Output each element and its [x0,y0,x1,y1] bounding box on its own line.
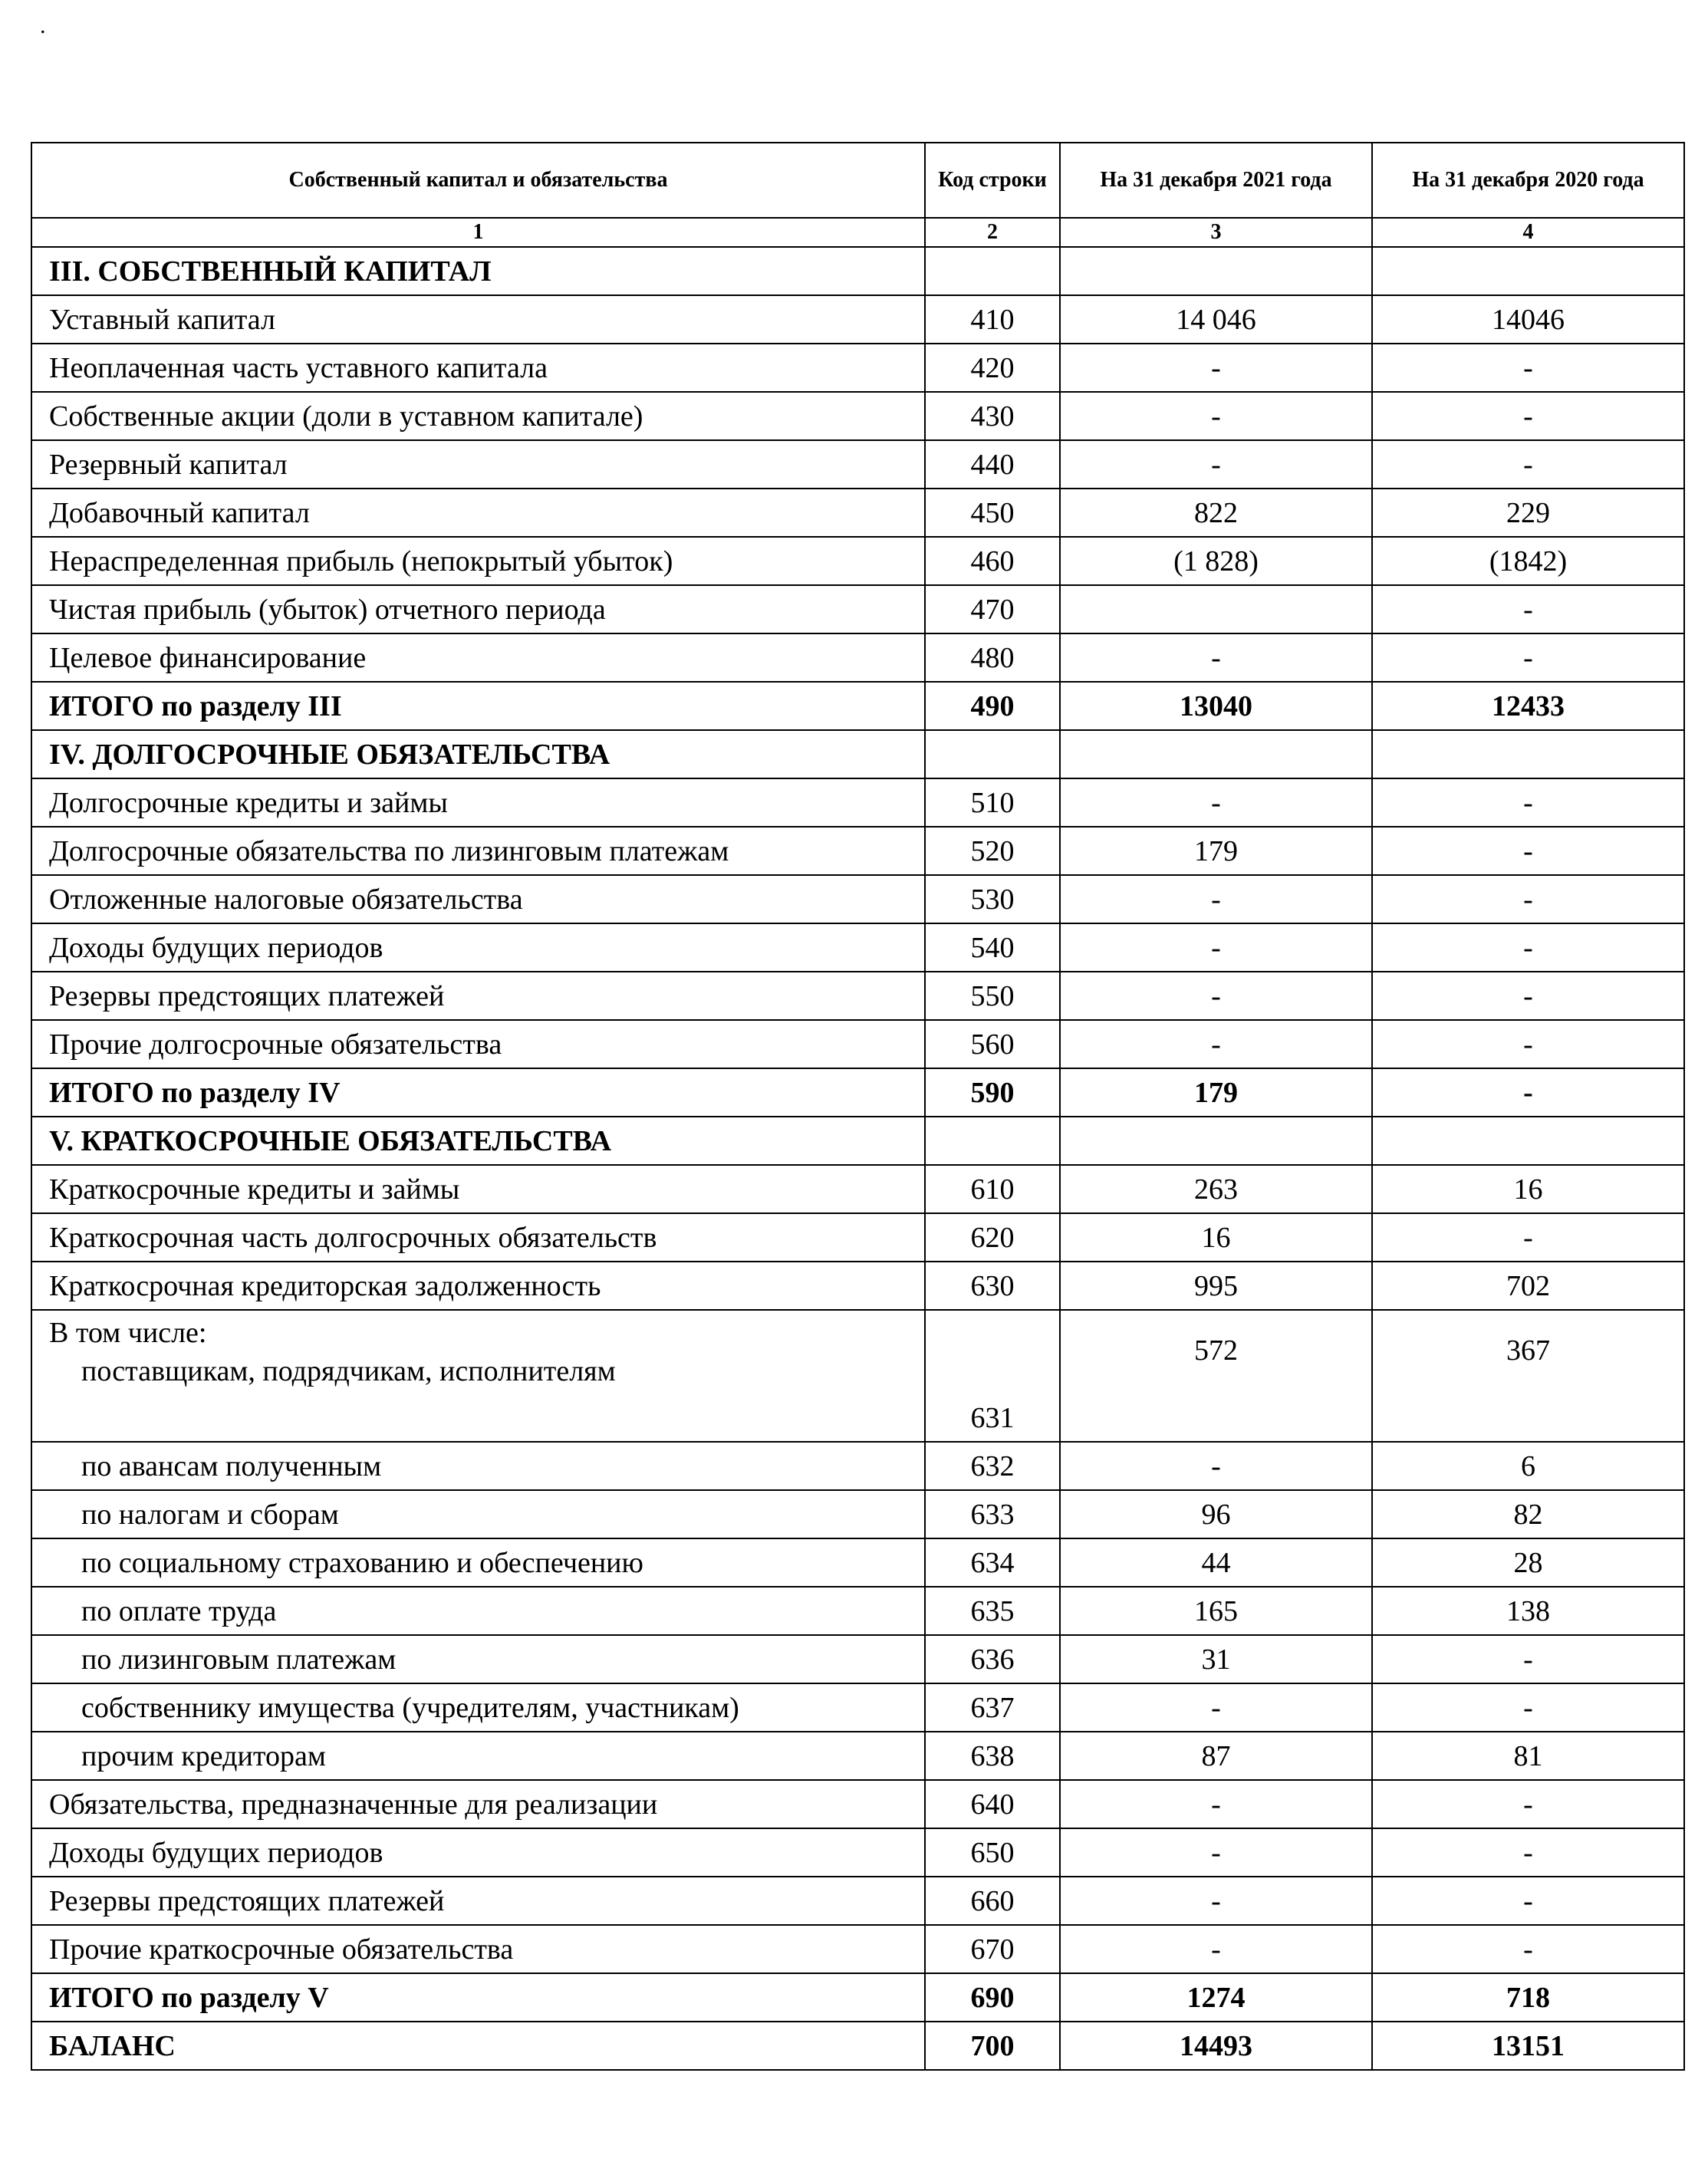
value-2020: 6 [1372,1442,1684,1490]
table-row [31,778,1684,827]
row-code: 560 [925,1020,1060,1068]
table-row [31,1828,1684,1877]
value-2021: 995 [1060,1262,1372,1310]
row-code: 440 [925,440,1060,489]
value-2021 [1060,730,1372,778]
value-2021: - [1060,1683,1372,1732]
header-name: Собственный капитал и обязательства [31,143,925,218]
table-row [31,489,1684,537]
row-code: 631 [925,1310,1060,1442]
table-row [31,1490,1684,1538]
value-2021: - [1060,392,1372,440]
total-row [31,2022,1684,2070]
value-2021: 13040 [1060,682,1372,730]
table-row [31,392,1684,440]
value-2020: - [1372,1828,1684,1877]
value-2021: 165 [1060,1587,1372,1635]
table-row [31,1635,1684,1683]
value-2021: 263 [1060,1165,1372,1213]
row-code [925,730,1060,778]
table-row [31,1587,1684,1635]
value-2021: 822 [1060,489,1372,537]
value-2020: - [1372,972,1684,1020]
row-name: Краткосрочная кредиторская задолженность [31,1262,925,1310]
row-name: собственнику имущества (учредителям, участникам) [31,1683,925,1732]
column-number: 4 [1372,218,1684,247]
value-2020: 82 [1372,1490,1684,1538]
row-name: по авансам полученным [31,1442,925,1490]
value-2020: 28 [1372,1538,1684,1587]
value-2020: - [1372,392,1684,440]
row-name: Резервы предстоящих платежей [31,1877,925,1925]
balance-sheet-table [31,142,1685,2071]
row-name: ИТОГО по разделу V [31,1973,925,2022]
section-header-row [31,247,1684,295]
value-2021: - [1060,344,1372,392]
value-2020: - [1372,875,1684,923]
value-2021: - [1060,1020,1372,1068]
value-2020: - [1372,827,1684,875]
value-2021: - [1060,440,1372,489]
value-2020 [1372,730,1684,778]
value-2021: 31 [1060,1635,1372,1683]
table-row [31,1020,1684,1068]
value-2021: 16 [1060,1213,1372,1262]
row-code: 590 [925,1068,1060,1117]
table-row [31,1925,1684,1973]
row-name: Доходы будущих периодов [31,1828,925,1877]
row-name-main: В том числе: [49,1317,207,1349]
value-2021: (1 828) [1060,537,1372,585]
row-name: Доходы будущих периодов [31,923,925,972]
value-2020: - [1372,585,1684,633]
row-name: Долгосрочные обязательства по лизинговым платежам [31,827,925,875]
corner-mark: . [40,13,46,38]
row-code: 510 [925,778,1060,827]
table-row [31,1165,1684,1213]
table-row [31,1213,1684,1262]
row-name [31,1310,925,1442]
value-2020 [1372,1117,1684,1165]
table-header-row [31,143,1684,218]
row-name: ИТОГО по разделу III [31,682,925,730]
row-name: прочим кредиторам [31,1732,925,1780]
row-code: 470 [925,585,1060,633]
table-row [31,1310,1684,1442]
row-name: Нераспределенная прибыль (непокрытый убыток) [31,537,925,585]
table-row [31,1683,1684,1732]
row-name: III. СОБСТВЕННЫЙ КАПИТАЛ [31,247,925,295]
value-2021: - [1060,1780,1372,1828]
value-2020: - [1372,1683,1684,1732]
row-code: 636 [925,1635,1060,1683]
row-code: 660 [925,1877,1060,1925]
row-name: V. КРАТКОСРОЧНЫЕ ОБЯЗАТЕЛЬСТВА [31,1117,925,1165]
header-2021: На 31 декабря 2021 года [1060,143,1372,218]
column-number: 3 [1060,218,1372,247]
value-2020: (1842) [1372,537,1684,585]
header-code: Код строки [925,143,1060,218]
value-2020: - [1372,440,1684,489]
value-2020: 12433 [1372,682,1684,730]
table-row [31,1780,1684,1828]
row-name: Краткосрочные кредиты и займы [31,1165,925,1213]
row-name: Прочие краткосрочные обязательства [31,1925,925,1973]
row-name: Целевое финансирование [31,633,925,682]
column-number: 1 [31,218,925,247]
value-2020: 718 [1372,1973,1684,2022]
value-2020: 16 [1372,1165,1684,1213]
row-code: 670 [925,1925,1060,1973]
row-code: 638 [925,1732,1060,1780]
row-code: 540 [925,923,1060,972]
table-row [31,875,1684,923]
row-code: 610 [925,1165,1060,1213]
table-row [31,1732,1684,1780]
row-name: Прочие долгосрочные обязательства [31,1020,925,1068]
row-name: по лизинговым платежам [31,1635,925,1683]
value-2021: 14493 [1060,2022,1372,2070]
value-2021: 179 [1060,827,1372,875]
value-2020: - [1372,344,1684,392]
table-row [31,633,1684,682]
table-row [31,1877,1684,1925]
value-2021 [1060,585,1372,633]
row-code [925,247,1060,295]
row-name: ИТОГО по разделу IV [31,1068,925,1117]
row-name: Резервный капитал [31,440,925,489]
value-2020: 229 [1372,489,1684,537]
table-row [31,537,1684,585]
value-2021 [1060,247,1372,295]
value-2021: - [1060,633,1372,682]
value-2021: 96 [1060,1490,1372,1538]
total-row [31,682,1684,730]
value-2021: 572 [1060,1310,1372,1442]
value-2021: 1274 [1060,1973,1372,2022]
header-2020: На 31 декабря 2020 года [1372,143,1684,218]
table-row [31,923,1684,972]
row-name: Добавочный капитал [31,489,925,537]
value-2020: - [1372,1635,1684,1683]
row-name: Отложенные налоговые обязательства [31,875,925,923]
row-name: Долгосрочные кредиты и займы [31,778,925,827]
value-2020: - [1372,923,1684,972]
table-row [31,295,1684,344]
total-row [31,1973,1684,2022]
row-code: 620 [925,1213,1060,1262]
row-code: 634 [925,1538,1060,1587]
row-name: по налогам и сборам [31,1490,925,1538]
row-code [925,1117,1060,1165]
row-code: 640 [925,1780,1060,1828]
table-row [31,1262,1684,1310]
row-name: Чистая прибыль (убыток) отчетного периода [31,585,925,633]
row-name: по оплате труда [31,1587,925,1635]
value-2021: - [1060,1442,1372,1490]
row-code: 460 [925,537,1060,585]
value-2021 [1060,1117,1372,1165]
value-2020: - [1372,1877,1684,1925]
value-2020: 81 [1372,1732,1684,1780]
table-row [31,344,1684,392]
column-number-row [31,218,1684,247]
section-header-row [31,1117,1684,1165]
section-header-row [31,730,1684,778]
row-code: 530 [925,875,1060,923]
row-code: 690 [925,1973,1060,2022]
row-code: 632 [925,1442,1060,1490]
value-2020: 702 [1372,1262,1684,1310]
value-2021: - [1060,1877,1372,1925]
row-name: по социальному страхованию и обеспечению [31,1538,925,1587]
table-row [31,1442,1684,1490]
value-2021: - [1060,1925,1372,1973]
row-code: 650 [925,1828,1060,1877]
value-2021: 14 046 [1060,295,1372,344]
value-2020: 14046 [1372,295,1684,344]
value-2020 [1372,247,1684,295]
value-2020: - [1372,1020,1684,1068]
value-2021: - [1060,1828,1372,1877]
value-2020: 367 [1372,1310,1684,1442]
table-row [31,972,1684,1020]
table-row [31,440,1684,489]
row-name: БАЛАНС [31,2022,925,2070]
row-code: 430 [925,392,1060,440]
row-code: 630 [925,1262,1060,1310]
row-name: Уставный капитал [31,295,925,344]
row-code: 635 [925,1587,1060,1635]
value-2021: - [1060,972,1372,1020]
value-2020: 138 [1372,1587,1684,1635]
row-code: 490 [925,682,1060,730]
column-number: 2 [925,218,1060,247]
value-2021: - [1060,778,1372,827]
value-2020: 13151 [1372,2022,1684,2070]
table-row [31,585,1684,633]
value-2021: - [1060,923,1372,972]
value-2020: - [1372,1925,1684,1973]
row-code: 637 [925,1683,1060,1732]
value-2021: 44 [1060,1538,1372,1587]
row-name: Краткосрочная часть долгосрочных обязательств [31,1213,925,1262]
row-code: 700 [925,2022,1060,2070]
value-2020: - [1372,633,1684,682]
row-code: 450 [925,489,1060,537]
table-row [31,827,1684,875]
row-code: 410 [925,295,1060,344]
row-name: Неоплаченная часть уставного капитала [31,344,925,392]
row-name: Обязательства, предназначенные для реализации [31,1780,925,1828]
row-name-sub: поставщикам, подрядчикам, исполнителям [81,1355,616,1387]
row-name: Собственные акции (доли в уставном капитале) [31,392,925,440]
value-2021: 179 [1060,1068,1372,1117]
row-code: 420 [925,344,1060,392]
value-2021: - [1060,875,1372,923]
value-2020: - [1372,1780,1684,1828]
row-name: Резервы предстоящих платежей [31,972,925,1020]
row-code: 633 [925,1490,1060,1538]
value-2020: - [1372,1068,1684,1117]
row-code: 550 [925,972,1060,1020]
value-2020: - [1372,1213,1684,1262]
value-2021: 87 [1060,1732,1372,1780]
table-row [31,1538,1684,1587]
balance-sheet-body [31,143,1684,2070]
total-row [31,1068,1684,1117]
row-name: IV. ДОЛГОСРОЧНЫЕ ОБЯЗАТЕЛЬСТВА [31,730,925,778]
row-code: 520 [925,827,1060,875]
row-code: 480 [925,633,1060,682]
value-2020: - [1372,778,1684,827]
